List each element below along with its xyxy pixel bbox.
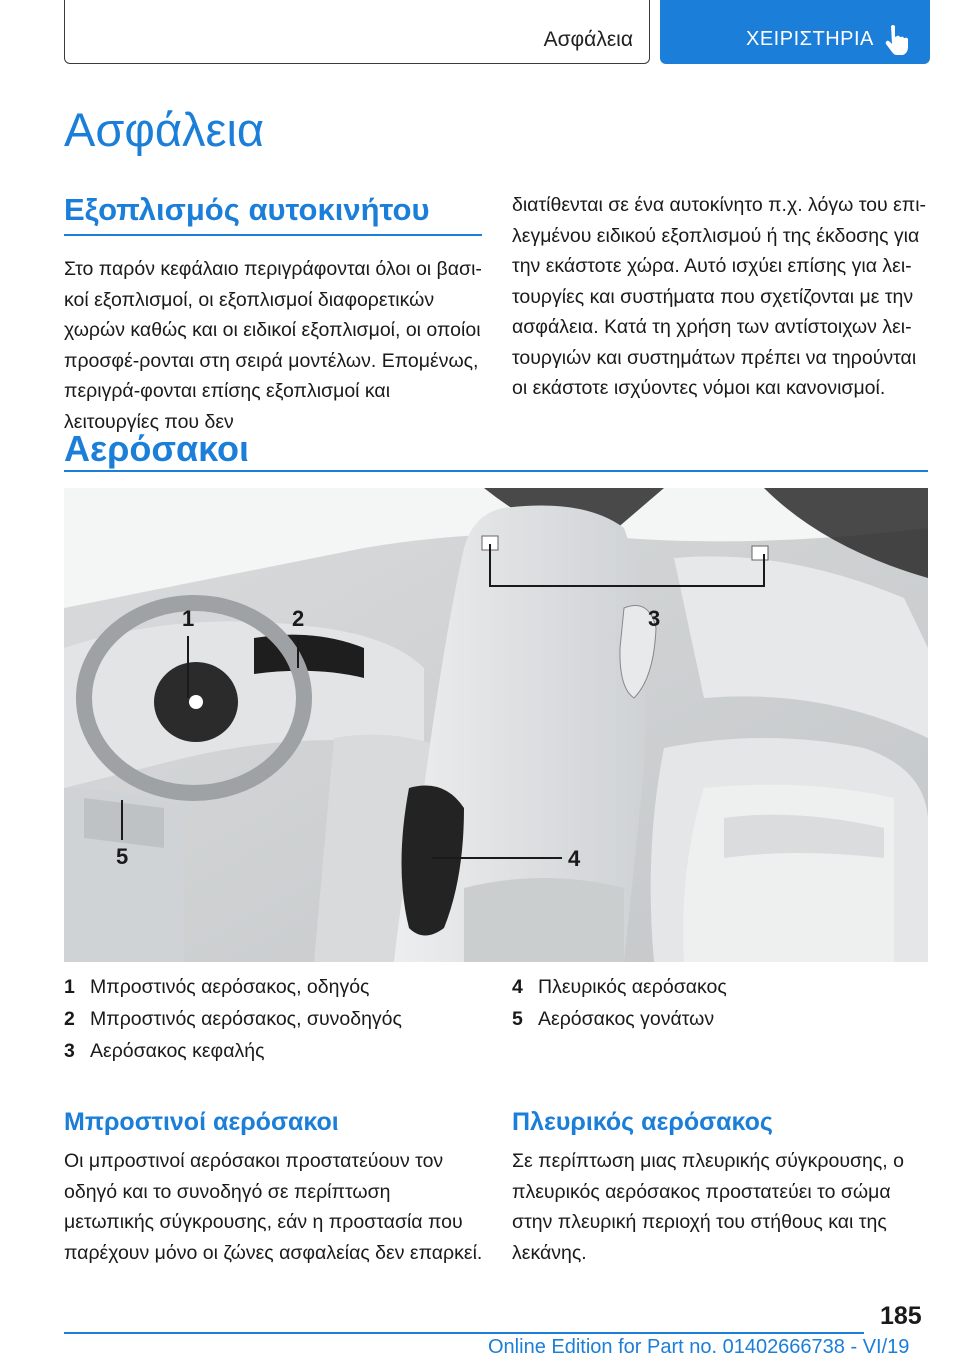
- legend-item: 1 Μπροστινός αερόσακος, οδηγός: [64, 976, 370, 998]
- header-section-label: Ασφάλεια: [543, 28, 633, 51]
- airbags-rule: [64, 470, 928, 472]
- front-airbags-heading: Μπροστινοί αερόσακοι: [64, 1108, 339, 1136]
- callout-3: 3: [648, 606, 661, 631]
- callout-5: 5: [116, 844, 129, 869]
- heading-rule: [64, 234, 482, 236]
- callout-4: 4: [568, 846, 581, 871]
- page-number: 185: [880, 1302, 922, 1330]
- callout-1: 1: [182, 606, 195, 631]
- legend-item: 2 Μπροστινός αερόσακος, συνοδηγός: [64, 1008, 402, 1030]
- footer-edition: Online Edition for Part no. 01402666738 - VI/19: [488, 1336, 910, 1358]
- front-airbags-text: Οι μπροστινοί αερόσακοι προστατεύουν τον οδηγό και το συνοδηγό σε περίπτωση μετωπικής σύγκρουσης, εάν η προστασία που παρέχουν μόνο οι ζώνες ασφαλείας δεν επαρκεί.: [64, 1150, 483, 1264]
- page-title: Ασφάλεια: [64, 103, 265, 156]
- legend-item: 3 Αερόσακος κεφαλής: [64, 1040, 265, 1062]
- equipment-heading: Εξοπλισμός αυτοκινήτου: [64, 192, 430, 227]
- footer-rule: [64, 1332, 864, 1334]
- side-airbag-heading: Πλευρικός αερόσακος: [512, 1108, 773, 1136]
- side-airbag-text: Σε περίπτωση μιας πλευρικής σύγκρουσης, ο πλευρικός αερόσακος προστατεύει το σώμα στην πλευρική περιοχή του στήθους και της λεκάνης.: [512, 1150, 904, 1264]
- legend-item: 5 Αερόσακος γονάτων: [512, 1008, 715, 1030]
- pointing-hand-icon: [884, 24, 910, 56]
- callout-2: 2: [292, 606, 305, 631]
- airbags-heading: Αερόσακοι: [64, 428, 249, 469]
- header-manual-tab[interactable]: [660, 0, 930, 64]
- airbag-locations-illustration: [64, 488, 928, 962]
- legend-item: 4 Πλευρικός αερόσακος: [512, 976, 727, 998]
- equipment-text-left: Στο παρόν κεφάλαιο περιγράφονται όλοι οι βασι-κοί εξοπλισμοί, οι εξοπλισμοί διαφορετικών χωρών καθώς και οι ειδικοί εξοπλισμοί, οι οποίοι προσφέ-ρονται στη σειρά μοντέλων. Επομένως, περιγρά-φονται επίσης εξοπλισμοί και λειτουργίες που δεν: [64, 258, 482, 433]
- header-manual-label: ΧΕΙΡΙΣΤΗΡΙΑ: [746, 28, 874, 50]
- header-section-tab: [64, 0, 650, 64]
- equipment-text-right: διατίθενται σε ένα αυτοκίνητο π.χ. λόγω του επι-λεγμένου ειδικού εξοπλισμού ή της έκδοσης για την εκάστοτε χώρα. Αυτό ισχύει επίσης για λει-τουργίες και συστήματα που σχετίζονται με την ασφάλεια. Κατά τη χρήση των αντίστοιχων λει-τουργιών και συστημάτων πρέπει να τηρούνται οι εκάστοτε ισχύοντες νόμοι και κανονισμοί.: [512, 194, 927, 399]
